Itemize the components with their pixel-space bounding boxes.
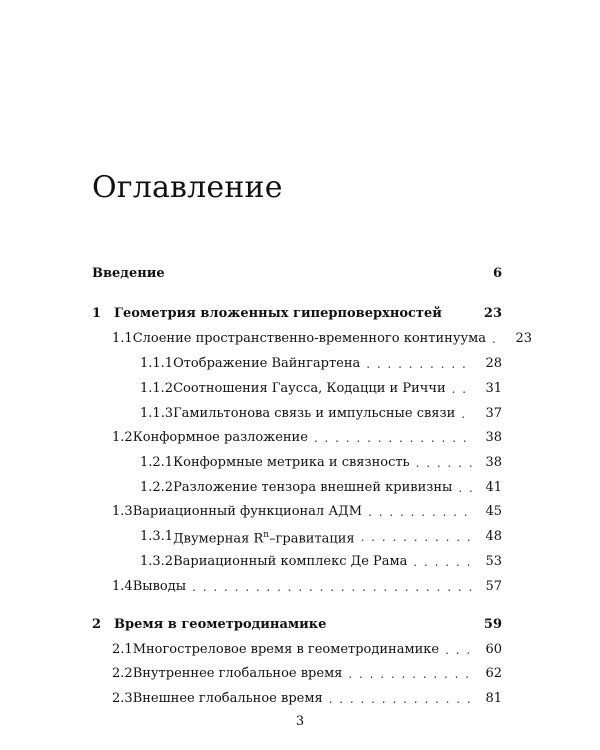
toc-entry-title: Выводы: [132, 579, 187, 594]
toc-leader-dots: [361, 527, 472, 547]
toc-entry-title: Внутреннее глобальное время: [132, 666, 343, 681]
toc-section-1-2[interactable]: [112, 428, 502, 448]
toc-entry-page: 60: [485, 642, 502, 657]
toc-entry-title: Слоение пространственно-временного континуума: [132, 331, 486, 346]
toc-subsection-1-3-1[interactable]: [140, 527, 502, 547]
toc-entry-number: 1.1: [112, 331, 133, 346]
toc-section-1-3[interactable]: [112, 502, 502, 522]
toc-entry-title: Гамильтонова связь и импульсные связи: [173, 406, 456, 421]
toc-subsection-1-1-3[interactable]: [140, 404, 502, 424]
toc-entry-title: Конформное разложение: [132, 430, 308, 445]
toc-entry-intro[interactable]: [92, 264, 502, 284]
toc-entry-title: Конформные метрика и связность: [173, 455, 410, 470]
toc-leader-dots: [192, 577, 472, 597]
toc-leader-dots: [492, 329, 502, 349]
toc-leader-dots: [348, 664, 472, 684]
toc-leader-dots: [329, 689, 472, 709]
toc-entry-page: 37: [485, 406, 502, 421]
toc-entry-page: 62: [485, 666, 502, 681]
toc-entry-number: 1.1.1: [140, 356, 174, 371]
toc-entry-page: 57: [485, 579, 502, 594]
toc-entry-number: 2: [92, 617, 102, 632]
toc-entry-number: 1.1.3: [140, 406, 174, 421]
toc-entry-page: 6: [492, 266, 502, 281]
toc-leader-dots: [445, 640, 472, 660]
toc-subsection-1-3-2[interactable]: [140, 552, 502, 572]
toc-entry-number: 2.2: [112, 666, 133, 681]
toc-subsection-1-2-2[interactable]: [140, 478, 502, 498]
toc-entry-title: Время в геометродинамике: [114, 617, 327, 632]
toc-leader-dots: [461, 404, 472, 424]
toc-section-1-1[interactable]: [112, 329, 532, 349]
toc-entry-title: [173, 525, 355, 549]
toc-entry-page: 45: [485, 504, 502, 519]
toc-entry-number: 1.3: [112, 504, 133, 519]
toc-title-main: Двумерная R: [173, 531, 264, 547]
toc-entry-page: 41: [485, 480, 502, 495]
toc-section-1-4[interactable]: [112, 577, 502, 597]
toc-entry-number: 1.2.2: [140, 480, 174, 495]
toc-leader-dots: [366, 354, 472, 374]
toc-entry-number: 1.3.2: [140, 554, 174, 569]
toc-entry-title: Вариационный функционал АДМ: [132, 504, 363, 519]
toc-entry-number: 2.3: [112, 691, 133, 706]
toc-entry-page: 59: [483, 617, 502, 632]
toc-entry-page: 23: [483, 306, 502, 321]
toc-chapter-1[interactable]: [92, 304, 502, 324]
toc-leader-dots: [314, 428, 472, 448]
toc-entry-page: 53: [485, 554, 502, 569]
toc-entry-title: Внешнее глобальное время: [132, 691, 323, 706]
toc-entry-page: 81: [485, 691, 502, 706]
toc-leader-dots: [458, 478, 472, 498]
toc-entry-title: Соотношения Гаусса, Кодацци и Риччи: [173, 381, 446, 396]
toc-section-2-3[interactable]: [112, 689, 502, 709]
toc-entry-title: Разложение тензора внешней кривизны: [173, 480, 453, 495]
toc-entry-number: 2.1: [112, 642, 133, 657]
toc-entry-title: Вариационный комплекс Де Рама: [173, 554, 408, 569]
toc-entry-title: Геометрия вложенных гиперповерхностей: [114, 306, 442, 321]
toc-title-superscript: n: [263, 529, 270, 540]
toc-leader-dots: [416, 453, 472, 473]
toc-subsection-1-1-1[interactable]: [140, 354, 502, 374]
toc-entry-number: 1.2.1: [140, 455, 174, 470]
toc-title-suffix: –гравитация: [269, 531, 355, 547]
toc-section-2-1[interactable]: [112, 640, 502, 660]
toc-entry-page: 38: [485, 455, 502, 470]
toc-section-2-2[interactable]: [112, 664, 502, 684]
toc-entry-title: Многостреловое время в геометродинамике: [132, 642, 440, 657]
toc-leader-dots: [413, 552, 472, 572]
toc-leader-dots: [368, 502, 472, 522]
page-title: Оглавление: [92, 170, 283, 205]
toc-subsection-1-1-2[interactable]: [140, 379, 502, 399]
toc-entry-title: Введение: [92, 266, 165, 281]
page-number: 3: [295, 714, 305, 729]
toc-entry-number: 1.2: [112, 430, 133, 445]
toc-entry-title: Отображение Вайнгартена: [173, 356, 361, 371]
toc-entry-page: 28: [485, 356, 502, 371]
toc-entry-page: 38: [485, 430, 502, 445]
toc-entry-number: 1.1.2: [140, 381, 174, 396]
toc-entry-number: 1.4: [112, 579, 133, 594]
toc-entry-number: 1.3.1: [140, 529, 174, 544]
toc-entry-page: 31: [485, 381, 502, 396]
toc-entry-number: 1: [92, 306, 102, 321]
toc-chapter-2[interactable]: [92, 615, 502, 635]
toc-leader-dots: [452, 379, 472, 399]
toc-entry-page: 48: [485, 529, 502, 544]
toc-subsection-1-2-1[interactable]: [140, 453, 502, 473]
toc-entry-page: 23: [515, 331, 532, 346]
